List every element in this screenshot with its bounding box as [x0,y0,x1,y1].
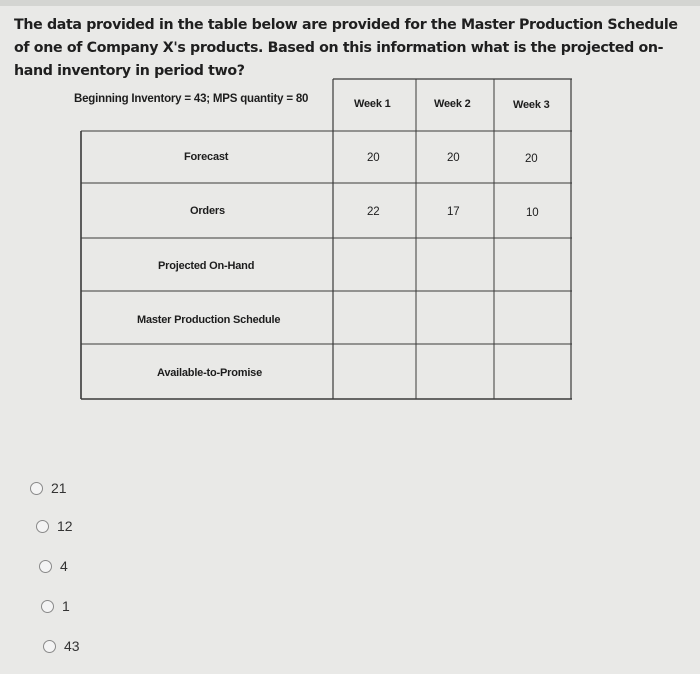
option-4[interactable] [39,558,68,574]
option-label: 43 [64,638,80,654]
question-text: The data provided in the table below are provided for the Master Production Schedule of one of Company X's products. Based on this information what is the projected on-hand inventory in period two? [14,17,678,79]
week-2-header: Week 2 [434,98,471,110]
radio-button[interactable] [36,520,49,533]
option-label: 21 [51,480,67,496]
beginning-inventory-label: Beginning Inventory = 43; MPS quantity = 80 [74,93,309,105]
radio-button[interactable] [41,600,54,613]
forecast-week-1: 20 [367,152,380,164]
week-3-header: Week 3 [513,99,550,111]
orders-week-1: 22 [367,206,380,218]
week-1-header: Week 1 [354,98,391,110]
orders-week-3: 10 [526,207,539,219]
forecast-week-3: 20 [525,153,538,165]
option-label: 12 [57,518,73,534]
forecast-week-2: 20 [447,152,460,164]
option-43[interactable] [43,638,80,654]
option-label: 4 [60,558,68,574]
row-label-orders: Orders [190,205,225,217]
radio-button[interactable] [39,560,52,573]
row-label-available-to-promise: Available-to-Promise [157,367,263,379]
option-1[interactable] [41,598,70,614]
option-12[interactable] [36,518,73,534]
radio-button[interactable] [30,482,43,495]
top-strip [0,0,700,6]
option-label: 1 [62,598,70,614]
option-21[interactable] [30,480,67,496]
orders-week-2: 17 [447,206,460,218]
radio-button[interactable] [43,640,56,653]
mps-table-grid [80,78,572,400]
row-label-projected-on-hand: Projected On-Hand [158,260,255,272]
row-label-master-production-schedule: Master Production Schedule [137,314,281,326]
row-label-forecast: Forecast [184,151,229,163]
